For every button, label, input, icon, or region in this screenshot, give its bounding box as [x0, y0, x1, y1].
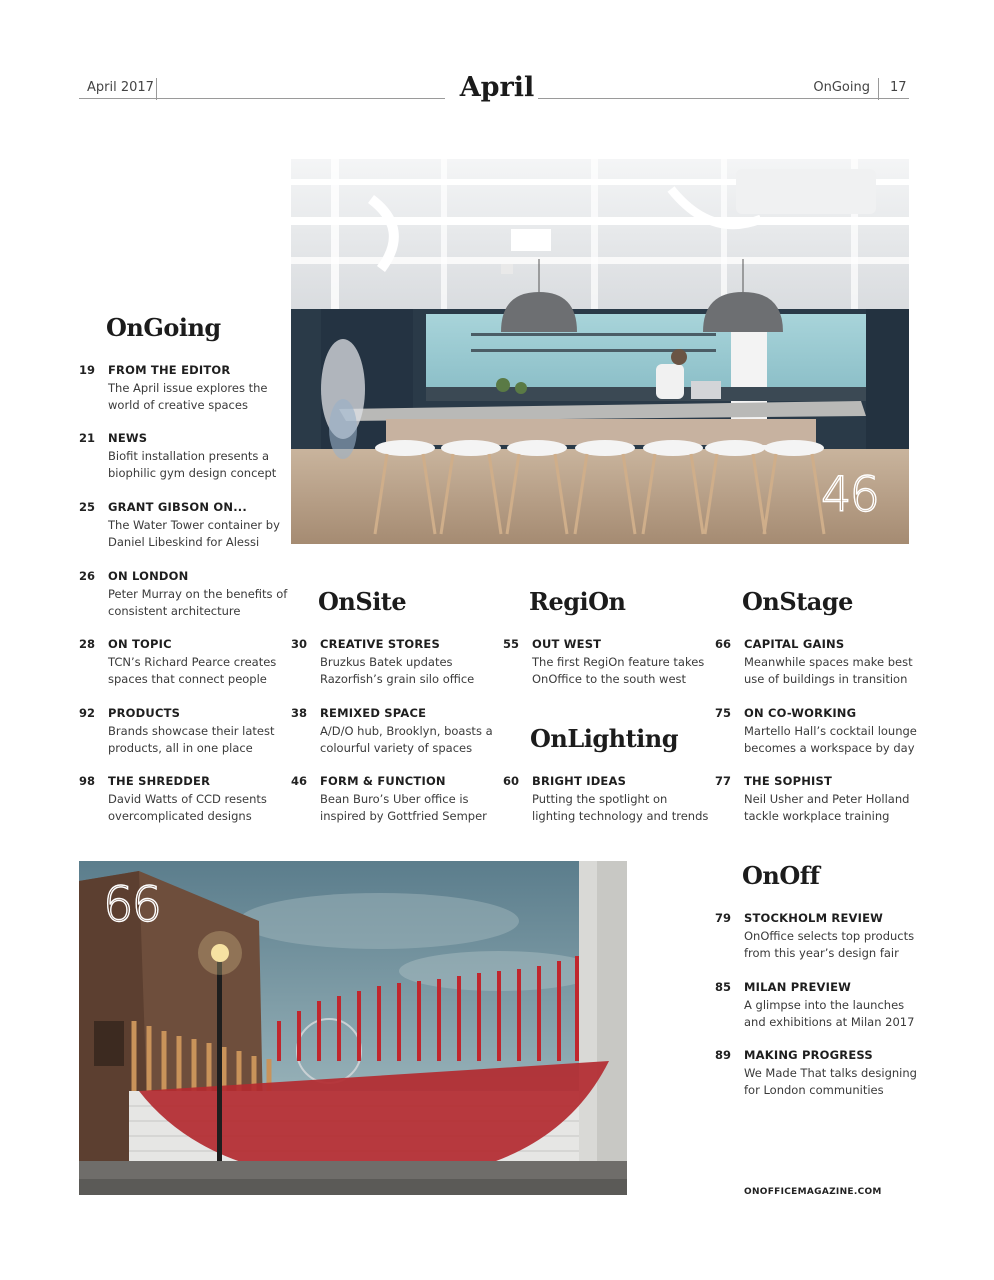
entry-title: ON TOPIC	[108, 637, 172, 651]
entry-title: NEWS	[108, 431, 148, 445]
section-heading-region: RegiOn	[529, 587, 626, 616]
entry-title: ON CO-WORKING	[744, 706, 857, 720]
entry-description: Bruzkus Batek updates Razorfish’s grain silo office	[320, 655, 475, 686]
header-rule-left	[79, 98, 445, 99]
issue-date: April 2017	[87, 80, 154, 95]
section-label: OnGoing	[813, 80, 870, 95]
section-heading-onlighting: OnLighting	[530, 724, 679, 753]
entry-page-number: 25	[79, 500, 96, 514]
entry-page-number: 19	[79, 363, 96, 377]
website-url[interactable]: ONOFFICEMAGAZINE.COM	[744, 1187, 882, 1197]
entry-title: GRANT GIBSON ON...	[108, 500, 247, 514]
entry-title: BRIGHT IDEAS	[532, 774, 627, 788]
entry-description: Martello Hall’s cocktail lounge becomes a workspace by day	[744, 724, 917, 755]
entry-description: Biofit installation presents a biophilic gym design concept	[108, 449, 277, 480]
entry-page-number: 46	[291, 774, 308, 788]
entry-title: MAKING PROGRESS	[744, 1048, 873, 1062]
entry-page-number: 85	[715, 980, 732, 994]
entry-description: The April issue explores the world of creative spaces	[108, 381, 268, 412]
entry-page-number: 26	[79, 569, 96, 583]
entry-description: The first RegiOn feature takes OnOffice to the south west	[532, 655, 705, 686]
entry-description: Neil Usher and Peter Holland tackle workplace training	[744, 792, 910, 823]
entry-page-number: 38	[291, 706, 308, 720]
entry-title: CREATIVE STORES	[320, 637, 440, 651]
entry-page-number: 30	[291, 637, 308, 651]
entry-title: PRODUCTS	[108, 706, 181, 720]
entry-description: Brands showcase their latest products, all in one place	[108, 724, 275, 755]
entry-title: FROM THE EDITOR	[108, 363, 231, 377]
entry-description: OnOffice selects top products from this year’s design fair	[744, 929, 915, 960]
street-scene-photo	[79, 861, 627, 1195]
header-divider	[156, 78, 157, 100]
entry-page-number: 21	[79, 431, 96, 445]
section-heading-onoff: OnOff	[742, 861, 820, 890]
entry-description: Putting the spotlight on lighting technology and trends	[532, 792, 709, 823]
entry-title: STOCKHOLM REVIEW	[744, 911, 884, 925]
entry-title: OUT WEST	[532, 637, 602, 651]
entry-description: Peter Murray on the benefits of consistent architecture	[108, 587, 288, 618]
entry-description: Meanwhile spaces make best use of buildings in transition	[744, 655, 913, 686]
entry-description: A glimpse into the launches and exhibitions at Milan 2017	[744, 998, 915, 1029]
entry-description: A/D/O hub, Brooklyn, boasts a colourful variety of spaces	[320, 724, 493, 755]
entry-title: REMIXED SPACE	[320, 706, 427, 720]
photo-page-number: 46	[821, 467, 879, 523]
section-heading-onstage: OnStage	[742, 587, 853, 616]
page-title: April	[459, 72, 535, 103]
entry-page-number: 77	[715, 774, 732, 788]
entry-description: David Watts of CCD resents overcomplicated designs	[108, 792, 267, 823]
entry-description: The Water Tower container by Daniel Libeskind for Alessi	[108, 518, 280, 549]
photo-page-number: 66	[103, 877, 161, 933]
section-heading-ongoing: OnGoing	[106, 313, 221, 342]
entry-description: Bean Buro’s Uber office is inspired by Gottfried Semper	[320, 792, 487, 823]
entry-page-number: 98	[79, 774, 96, 788]
section-heading-onsite: OnSite	[318, 587, 407, 616]
office-kitchen-photo	[291, 159, 909, 544]
entry-title: FORM & FUNCTION	[320, 774, 446, 788]
entry-title: ON LONDON	[108, 569, 189, 583]
entry-page-number: 60	[503, 774, 520, 788]
header-divider	[878, 78, 879, 100]
entry-page-number: 75	[715, 706, 732, 720]
entry-title: THE SHREDDER	[108, 774, 211, 788]
header-rule-right	[538, 98, 909, 99]
entry-description: TCN’s Richard Pearce creates spaces that connect people	[108, 655, 277, 686]
entry-page-number: 89	[715, 1048, 732, 1062]
entry-page-number: 28	[79, 637, 96, 651]
entry-page-number: 92	[79, 706, 96, 720]
entry-description: We Made That talks designing for London communities	[744, 1066, 917, 1097]
entry-title: CAPITAL GAINS	[744, 637, 845, 651]
entry-title: THE SOPHIST	[744, 774, 833, 788]
entry-page-number: 79	[715, 911, 732, 925]
page-number: 17	[890, 80, 907, 95]
entry-page-number: 66	[715, 637, 732, 651]
entry-page-number: 55	[503, 637, 520, 651]
entry-title: MILAN PREVIEW	[744, 980, 852, 994]
